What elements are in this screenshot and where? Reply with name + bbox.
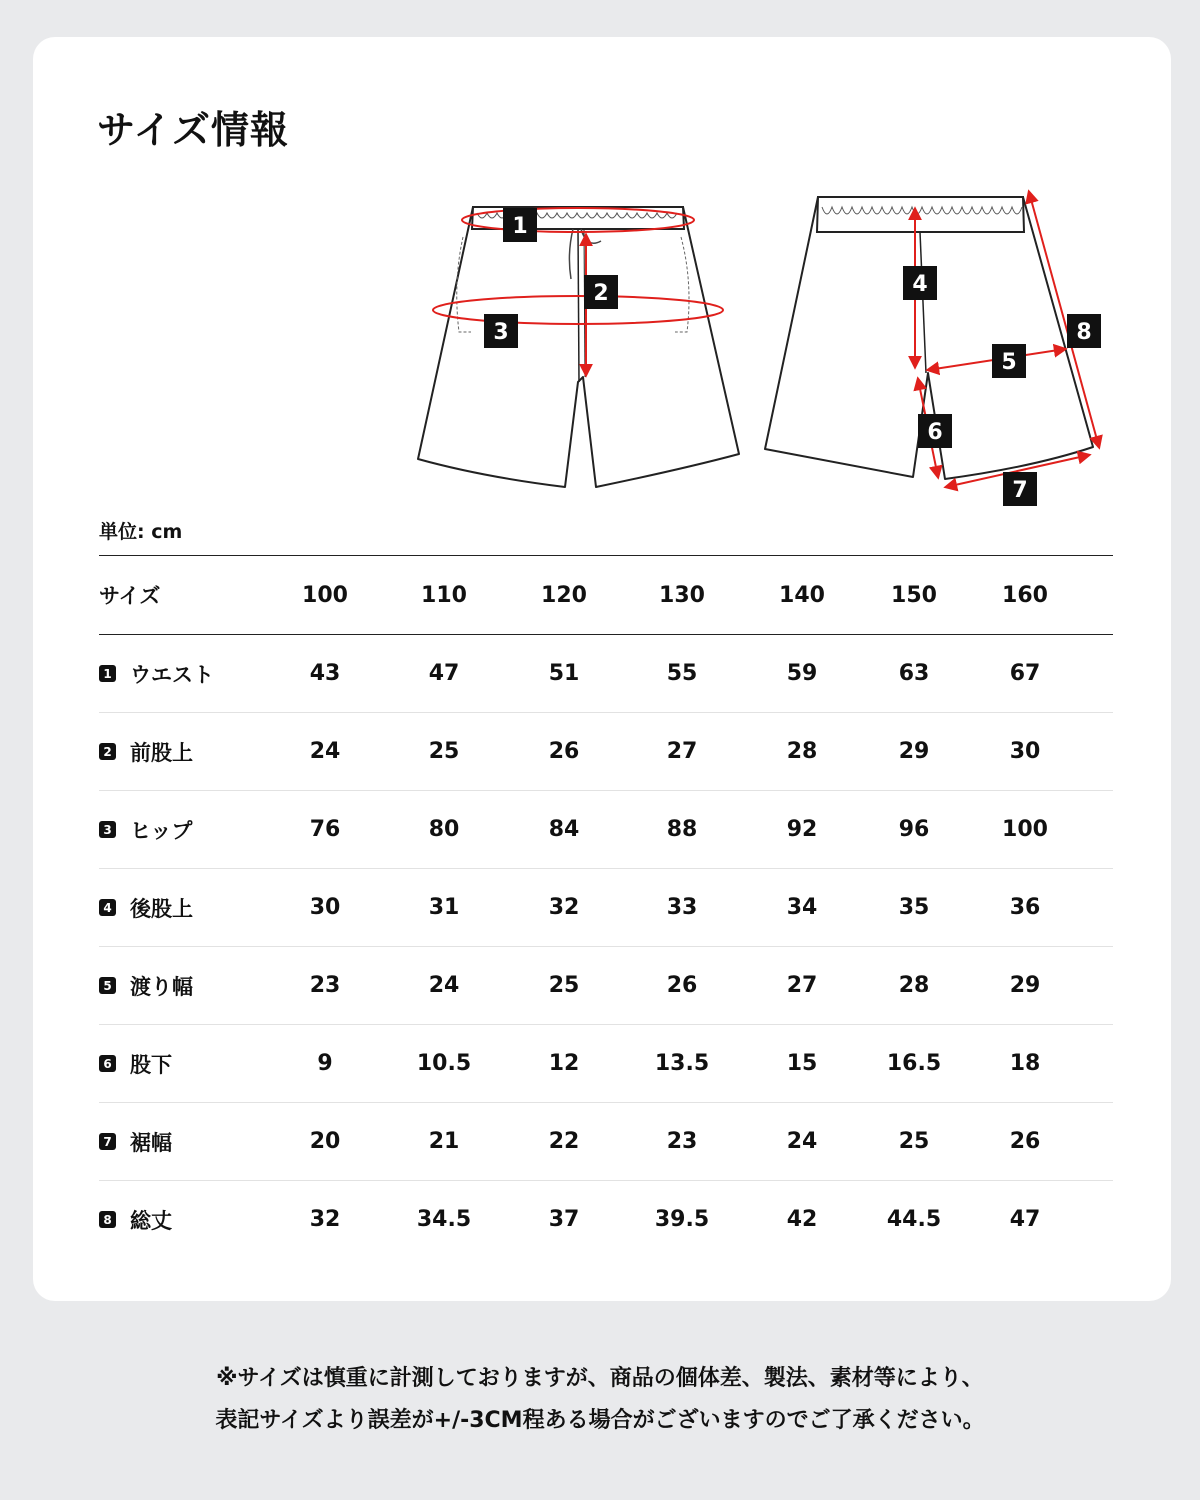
row-label [99,1103,172,1180]
row-label [99,1181,172,1258]
badge-1 [503,208,537,242]
header-size-1: 110 [421,582,467,608]
table-cell: 30 [309,895,341,920]
table-cell: 29 [1009,973,1041,998]
header-size-6: 160 [1002,582,1048,608]
table-cell: 26 [666,973,698,998]
table-cell: 31 [428,895,460,920]
table-cell: 67 [1009,661,1041,686]
table-row [99,1025,1113,1103]
table-cell: 100 [1002,817,1048,842]
table-cell: 42 [786,1207,818,1232]
row-label-text: ヒップ [130,818,193,843]
table-cell: 76 [309,817,341,842]
row-number-badge: 2 [99,743,116,760]
table-cell: 32 [548,895,580,920]
badge-7 [1003,472,1037,506]
svg-text:3: 3 [493,320,509,345]
table-cell: 88 [666,817,698,842]
table-cell: 84 [548,817,580,842]
table-cell: 37 [548,1207,580,1232]
table-cell: 34.5 [416,1207,472,1232]
table-cell: 92 [786,817,818,842]
row-label [99,635,214,712]
table-cell: 51 [548,661,580,686]
table-cell: 36 [1009,895,1041,920]
row-label-text: 裾幅 [130,1130,172,1155]
table-cell: 96 [898,817,930,842]
badge-6 [918,414,952,448]
table-cell: 26 [548,739,580,764]
shorts-measurement-diagram [33,37,1171,517]
svg-text:1: 1 [512,214,528,239]
table-cell: 55 [666,661,698,686]
row-label-text: ウエスト [130,662,214,687]
table-cell: 29 [898,739,930,764]
table-cell: 21 [428,1129,460,1154]
table-row [99,1181,1113,1258]
table-cell: 20 [309,1129,341,1154]
disclaimer-line-2: 表記サイズより誤差が+/-3CM程ある場合がございますのでご了承ください。 [215,1408,985,1433]
row-label-text: 後股上 [130,896,193,921]
table-row [99,869,1113,947]
row-number-badge: 4 [99,899,116,916]
table-cell: 47 [1009,1207,1041,1232]
table-row [99,791,1113,869]
size-table [99,555,1113,1258]
badge-8 [1067,314,1101,348]
table-cell: 33 [666,895,698,920]
row-label [99,1025,172,1102]
row-label-text: 前股上 [130,740,193,765]
table-row [99,1103,1113,1181]
svg-text:2: 2 [593,281,609,306]
table-cell: 25 [548,973,580,998]
table-cell: 9 [317,1051,333,1076]
row-label-text: 股下 [130,1052,172,1077]
table-row [99,713,1113,791]
table-header-row [99,556,1113,635]
table-cell: 47 [428,661,460,686]
svg-text:6: 6 [927,420,943,445]
disclaimer-line-1: ※サイズは慎重に計測しておりますが、商品の個体差、製法、素材等により、 [216,1366,984,1391]
row-label-text: 総丈 [130,1208,172,1233]
table-cell: 18 [1009,1051,1041,1076]
table-cell: 30 [1009,739,1041,764]
table-row [99,947,1113,1025]
row-number-badge: 1 [99,665,116,682]
table-cell: 23 [666,1129,698,1154]
unit-label: 単位: cm [99,521,183,543]
table-cell: 23 [309,973,341,998]
page-title: サイズ情報 [97,108,289,152]
table-cell: 22 [548,1129,580,1154]
table-cell: 27 [786,973,818,998]
table-cell: 16.5 [886,1051,942,1076]
header-size-2: 120 [541,582,587,608]
table-cell: 27 [666,739,698,764]
svg-text:8: 8 [1076,320,1092,345]
row-number-badge: 6 [99,1055,116,1072]
row-label [99,869,193,946]
table-cell: 80 [428,817,460,842]
row-number-badge: 7 [99,1133,116,1150]
table-cell: 63 [898,661,930,686]
badge-5 [992,344,1026,378]
table-cell: 28 [786,739,818,764]
table-cell: 43 [309,661,341,686]
table-cell: 32 [309,1207,341,1232]
badge-2 [584,275,618,309]
row-number-badge: 5 [99,977,116,994]
header-label-size: サイズ [99,584,161,608]
badge-3 [484,314,518,348]
table-cell: 24 [309,739,341,764]
row-label-text: 渡り幅 [130,974,193,999]
table-cell: 35 [898,895,930,920]
table-cell: 15 [786,1051,818,1076]
badge-4 [903,266,937,300]
table-cell: 44.5 [886,1207,942,1232]
row-label [99,947,193,1024]
row-label [99,713,193,790]
header-size-5: 150 [891,582,937,608]
table-cell: 12 [548,1051,580,1076]
table-cell: 59 [786,661,818,686]
svg-text:4: 4 [912,272,928,297]
table-cell: 34 [786,895,818,920]
row-number-badge: 3 [99,821,116,838]
svg-text:5: 5 [1001,350,1017,375]
table-cell: 24 [428,973,460,998]
table-cell: 13.5 [654,1051,710,1076]
table-cell: 26 [1009,1129,1041,1154]
header-size-0: 100 [302,582,348,608]
header-size-3: 130 [659,582,705,608]
table-cell: 25 [898,1129,930,1154]
row-number-badge: 8 [99,1211,116,1228]
table-cell: 25 [428,739,460,764]
row-label [99,791,192,868]
table-cell: 28 [898,973,930,998]
table-cell: 39.5 [654,1207,710,1232]
size-info-card [33,37,1171,1301]
disclaimer-note [0,1358,1200,1442]
table-cell: 24 [786,1129,818,1154]
table-row [99,635,1113,713]
svg-text:7: 7 [1012,478,1028,503]
header-size-4: 140 [779,582,825,608]
table-cell: 10.5 [416,1051,472,1076]
front-shorts-illustration [418,207,739,487]
